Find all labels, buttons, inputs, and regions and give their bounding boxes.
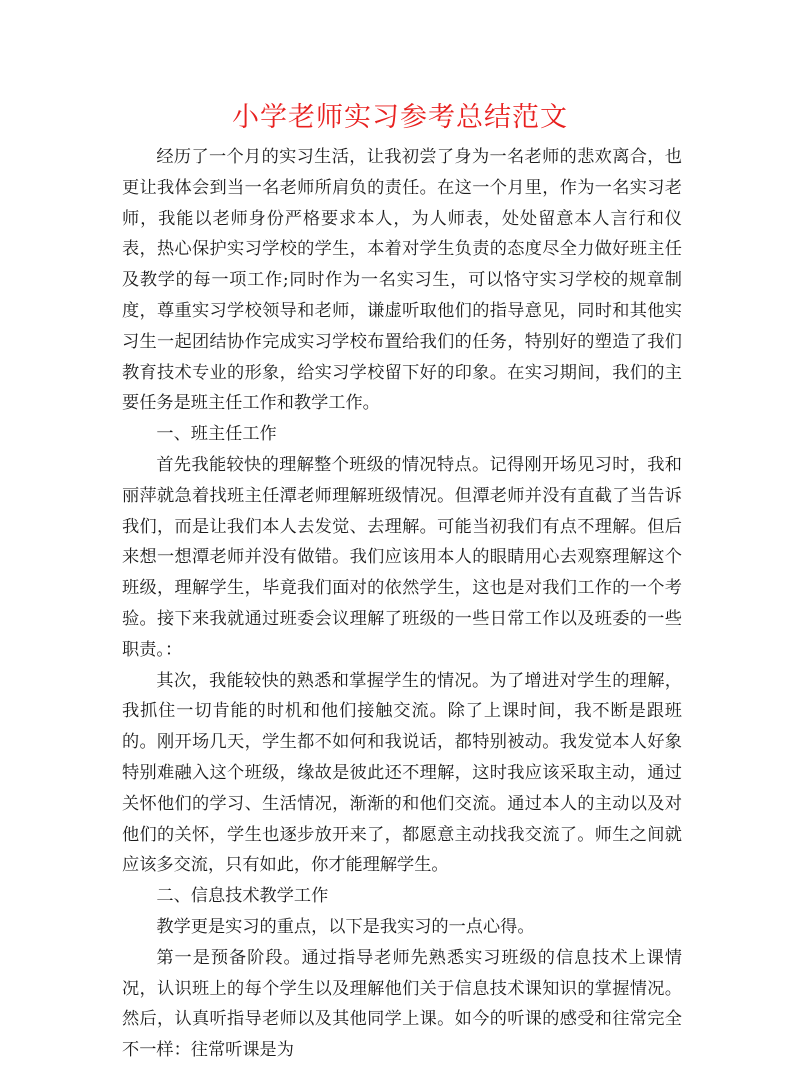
paragraph-knowing-students: 其次，我能较快的熟悉和掌握学生的情况。为了增进对学生的理解，我抓住一切肯能的时机和他们接触交流。除了上课时间，我不断是跟班的。刚开场几天，学生都不如何和我说话，都特别被动。我发觉本人好象特别难融入这个班级，缘故是彼此还不理解，这时我应该采取主动，通过关怀他们的学习、生活情况，渐渐的和他们交流。通过本人的主动以及对他们的关怀，学生也逐步放开来了，都愿意主动找我交流了。师生之间就应该多交流，只有如此，你才能理解学生。 xyxy=(122,670,682,876)
document-title: 小学老师实习参考总结范文 xyxy=(232,102,568,133)
section-heading-it-teaching: 二、信息技术教学工作 xyxy=(156,886,329,907)
paragraph-intro: 经历了一个月的实习生活，让我初尝了身为一名老师的悲欢离合，也更让我体会到当一名老师所肩负的责任。在这一个月里，作为一名实习老师，我能以老师身份严格要求本人，为人师表，处处留意本人言行和仪表，热心保护实习学校的学生，本着对学生负责的态度尽全力做好班主任及教学的每一项工作;同时作为一名实习生，可以恪守实习学校的规章制度，尊重实习学校领导和老师，谦虚听取他们的指导意见，同时和其他实习生一起团结协作完成实习学校布置给我们的任务，特别好的塑造了我们教育技术专业的形象，给实习学校留下好的印象。在实习期间，我们的主要任务是班主任工作和教学工作。 xyxy=(122,147,682,414)
document-body xyxy=(122,142,682,1066)
section-heading-class-teacher: 一、班主任工作 xyxy=(156,424,277,445)
paragraph-understanding-class: 首先我能较快的理解整个班级的情况特点。记得刚开场见习时，我和丽萍就急着找班主任潭老师理解班级情况。但潭老师并没有直截了当告诉我们，而是让我们本人去发觉、去理解。可能当初我们有点不理解。但后来想一想潭老师并没有做错。我们应该用本人的眼睛用心去观察理解这个班级，理解学生，毕竟我们面对的依然学生，这也是对我们工作的一个考验。接下来我就通过班委会议理解了班级的一些日常工作以及班委的一些职责。： xyxy=(122,454,682,660)
paragraph-preparation-stage: 第一是预备阶段。通过指导老师先熟悉实习班级的信息技术上课情况，认识班上的每个学生以及理解他们关于信息技术课知识的掌握情况。然后，认真听指导老师以及其他同学上课。如今的听课的感受和往常完全不一样：往常听课是为 xyxy=(122,947,682,1061)
paragraph-teaching-intro: 教学更是实习的重点，以下是我实习的一点心得。 xyxy=(156,916,535,937)
